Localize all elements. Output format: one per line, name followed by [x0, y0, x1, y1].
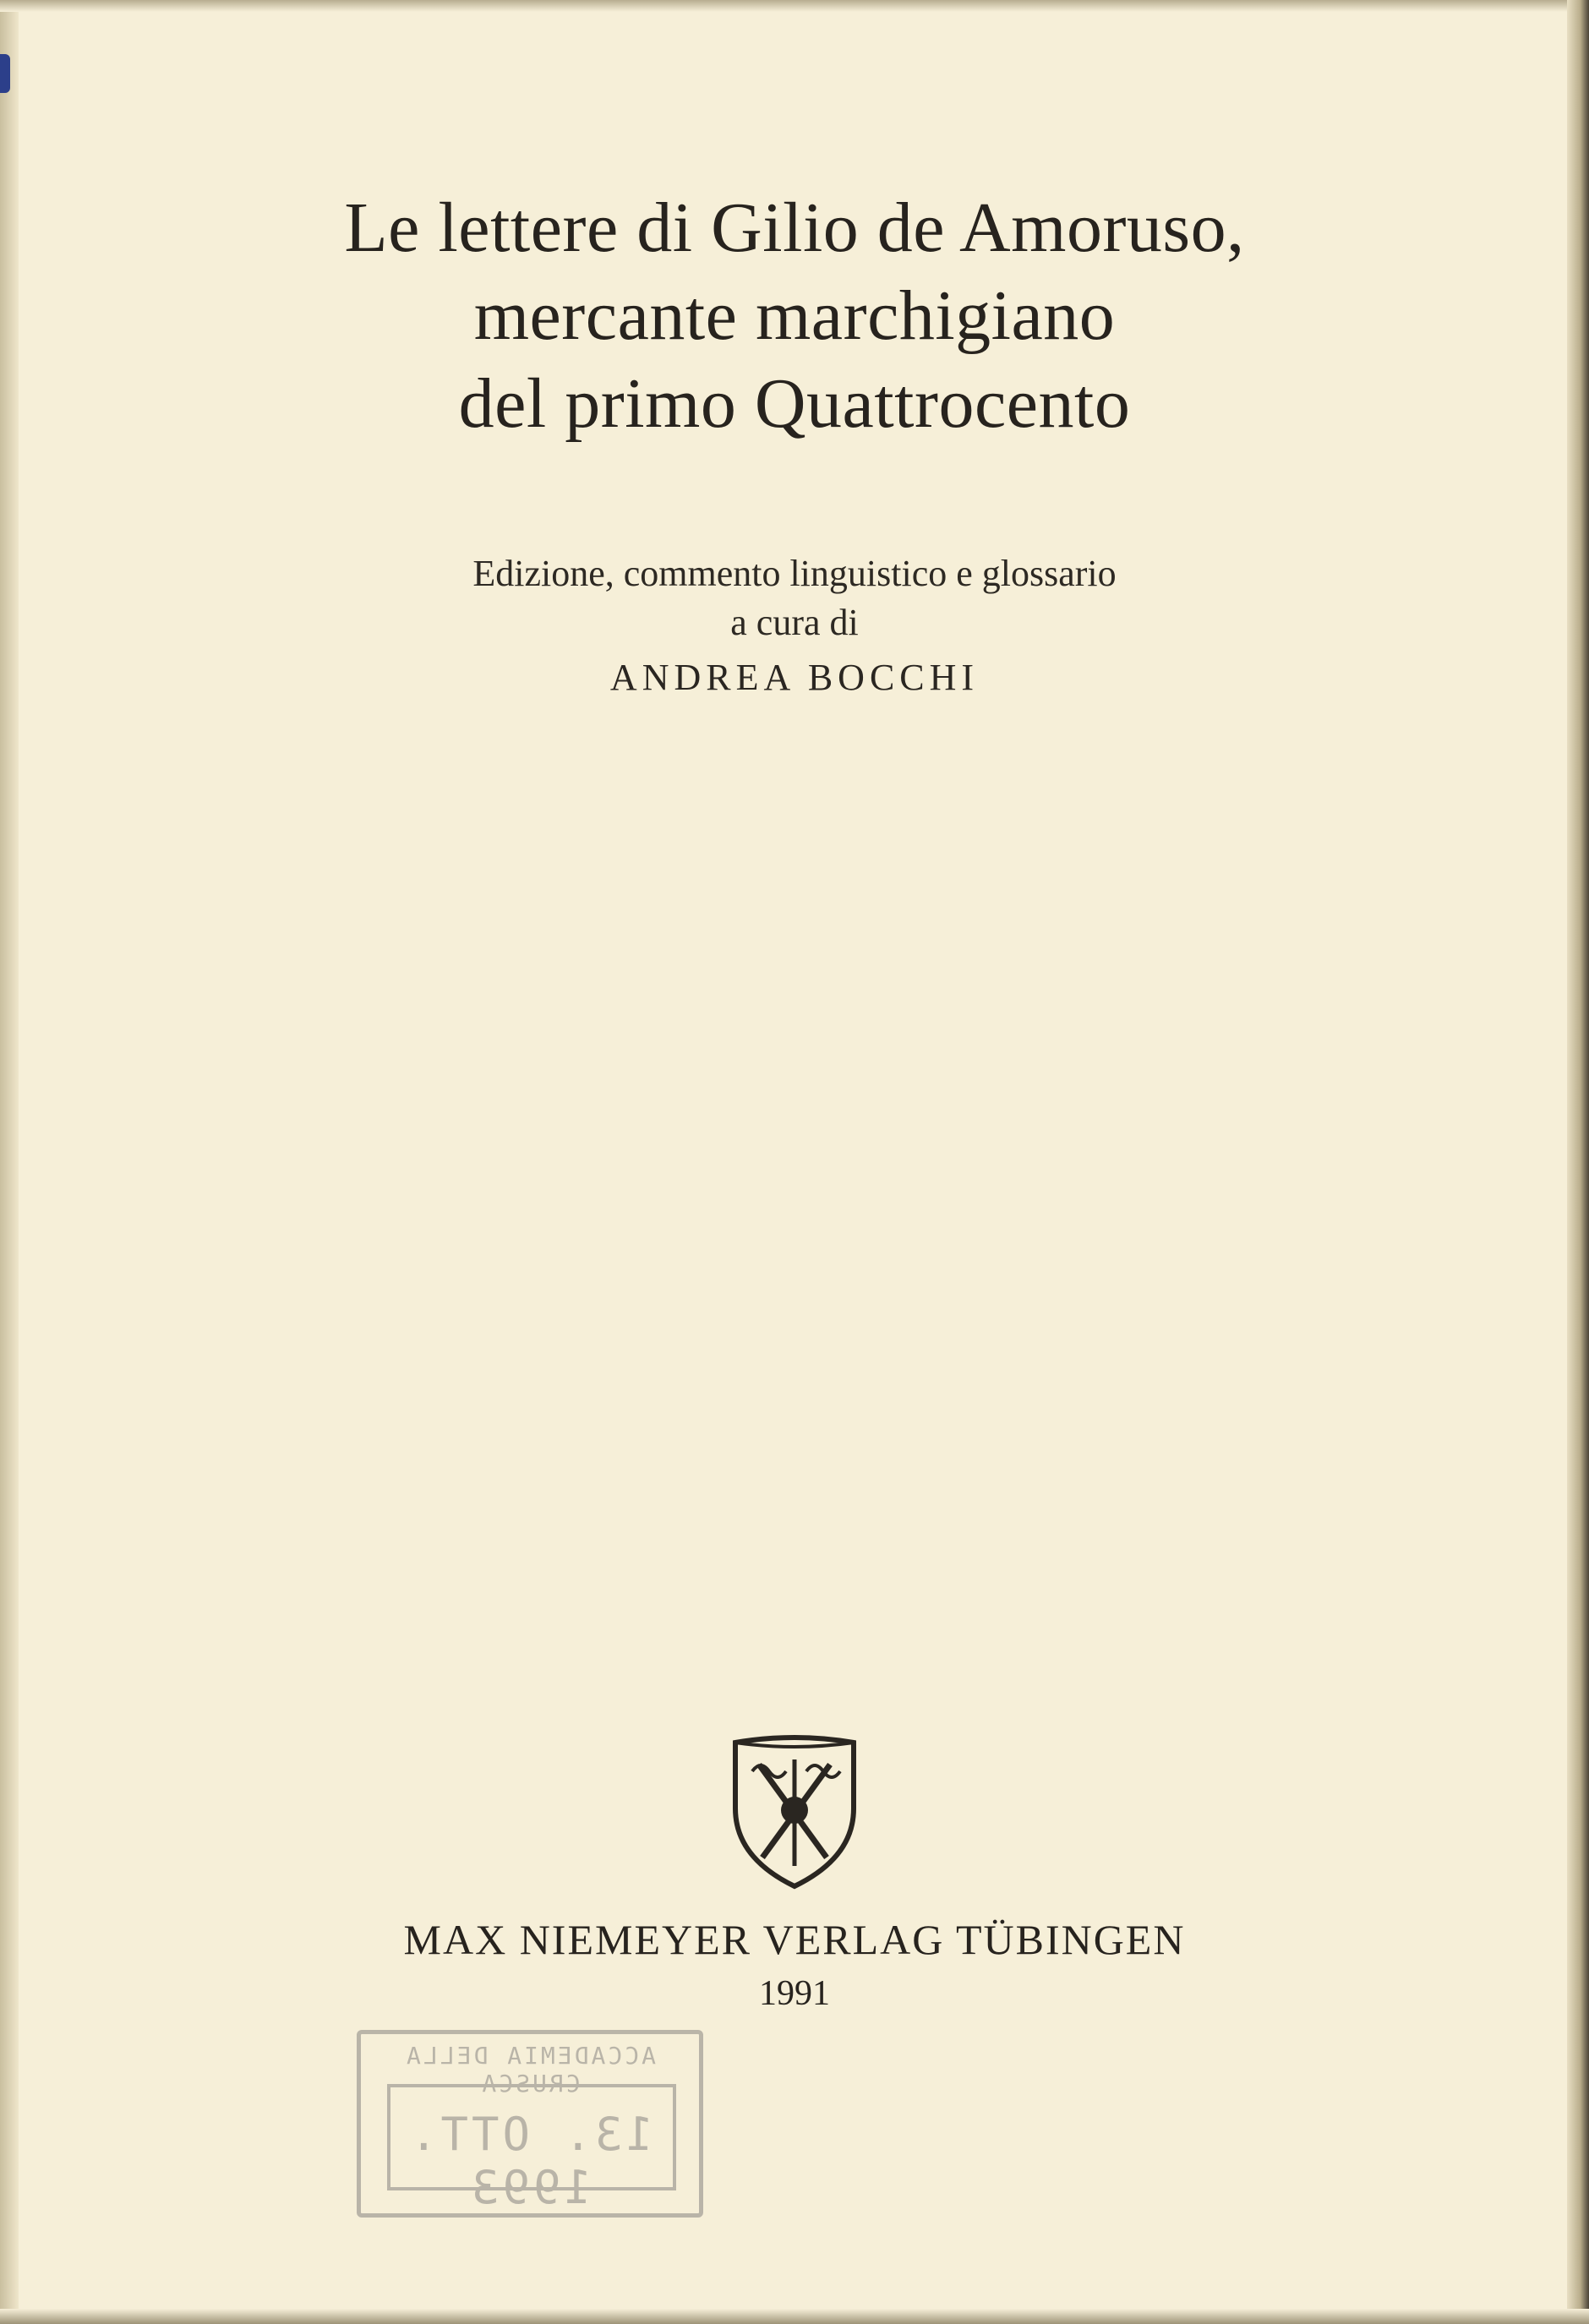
author-name: ANDREA BOCCHI [609, 657, 980, 698]
bottom-page-edge [0, 2309, 1589, 2324]
library-stamp [357, 2030, 703, 2218]
publication-year: 1991 [759, 1974, 830, 2013]
title-line-1: Le lettere di Gilio de Amoruso, [344, 188, 1245, 267]
book-subtitle [0, 549, 1589, 647]
title-line-2: mercante marchigiano [473, 276, 1116, 355]
book-title [0, 184, 1589, 448]
top-page-edge [0, 0, 1589, 12]
subtitle-line-1: Edizione, commento linguistico e glossario [472, 553, 1117, 594]
publisher-shield-emblem-icon [727, 1731, 862, 1891]
title-line-3: del primo Quattrocento [458, 364, 1131, 443]
bookmark-ribbon [0, 54, 10, 93]
publisher-name: MAX NIEMEYER VERLAG TÜBINGEN [403, 1916, 1186, 1963]
stamp-institution-text: ACCADEMIA DELLA CRUSCA [404, 2042, 656, 2098]
stamp-date-text: 13. OTT. 1993 [406, 2108, 654, 2214]
subtitle-line-2: a cura di [730, 602, 859, 643]
